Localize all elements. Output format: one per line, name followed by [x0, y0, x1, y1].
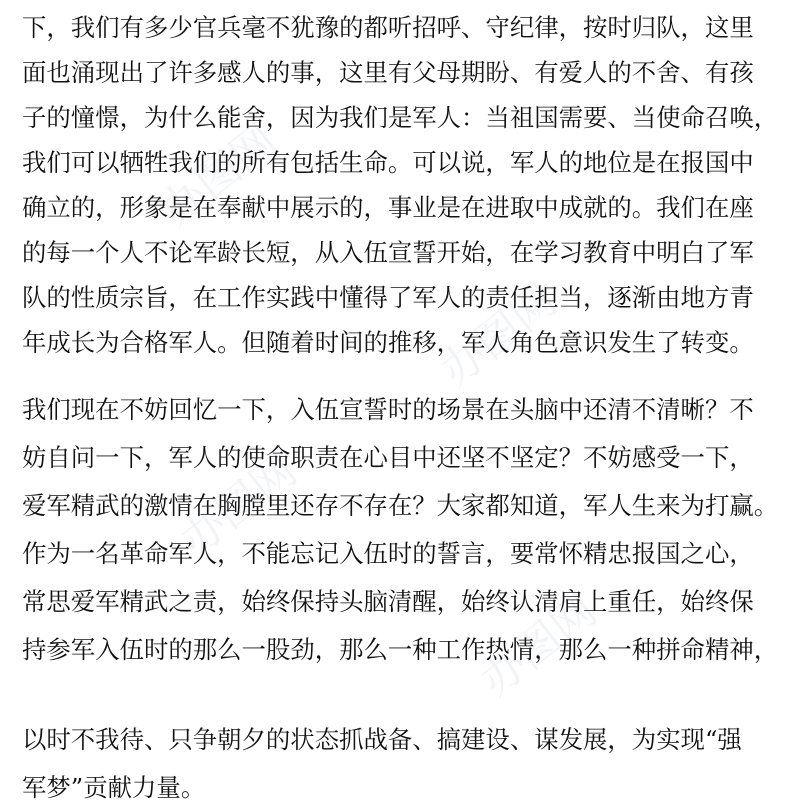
text-line-6: 的每一个人不论军龄长短，从入伍宣誓开始，在学习教育中明白了军 — [22, 238, 754, 267]
text-line-9: 我们现在不妨回忆一下，入伍宣誓时的场景在头脑中还清不清晰？不 — [22, 395, 754, 424]
text-line-14: 持参军入伍时的那么一股劲，那么一种工作热情，那么一种拼命精神， — [22, 635, 779, 664]
text-line-16: 军梦”贡献力量。 — [22, 773, 206, 800]
text-line-1: 下，我们有多少官兵毫不犹豫的都听招呼、守纪律，按时归队，这里 — [22, 13, 754, 42]
watermark: 办图网 — [171, 444, 307, 567]
text-line-5: 确立的，形象是在奉献中展示的，事业是在进取中成就的。我们在座 — [22, 193, 754, 222]
text-line-3: 子的憧憬，为什么能舍，因为我们是军人：当祖国需要、当使命召唤， — [22, 103, 779, 132]
text-line-12: 作为一名革命军人，不能忘记入伍时的誓言，要常怀精忠报国之心， — [22, 539, 754, 568]
text-line-10: 妨自问一下，军人的使命职责在心目中还坚不坚定？不妨感受一下， — [22, 443, 754, 472]
watermark: 办图网 — [471, 584, 607, 707]
text-line-8: 年成长为合格军人。但随着时间的推移，军人角色意识发生了转变。 — [22, 328, 754, 357]
text-line-2: 面也涌现出了许多感人的事，这里有父母期盼、有爱人的不舍、有孩 — [22, 58, 754, 87]
watermark: 办图网 — [151, 114, 287, 237]
text-line-7: 队的性质宗旨，在工作实践中懂得了军人的责任担当，逐渐由地方青 — [22, 283, 754, 312]
text-line-13: 常思爱军精武之责，始终保持头脑清醒，始终认清肩上重任，始终保 — [22, 587, 754, 616]
text-line-4: 我们可以牺牲我们的所有包括生命。可以说，军人的地位是在报国中 — [22, 148, 754, 177]
text-line-15: 以时不我待、只争朝夕的状态抓战备、搞建设、谋发展，为实现“强 — [22, 725, 742, 754]
watermark: 办图网 — [431, 274, 567, 397]
text-line-11: 爱军精武的激情在胸膛里还存不存在？大家都知道，军人生来为打赢。 — [22, 491, 779, 520]
